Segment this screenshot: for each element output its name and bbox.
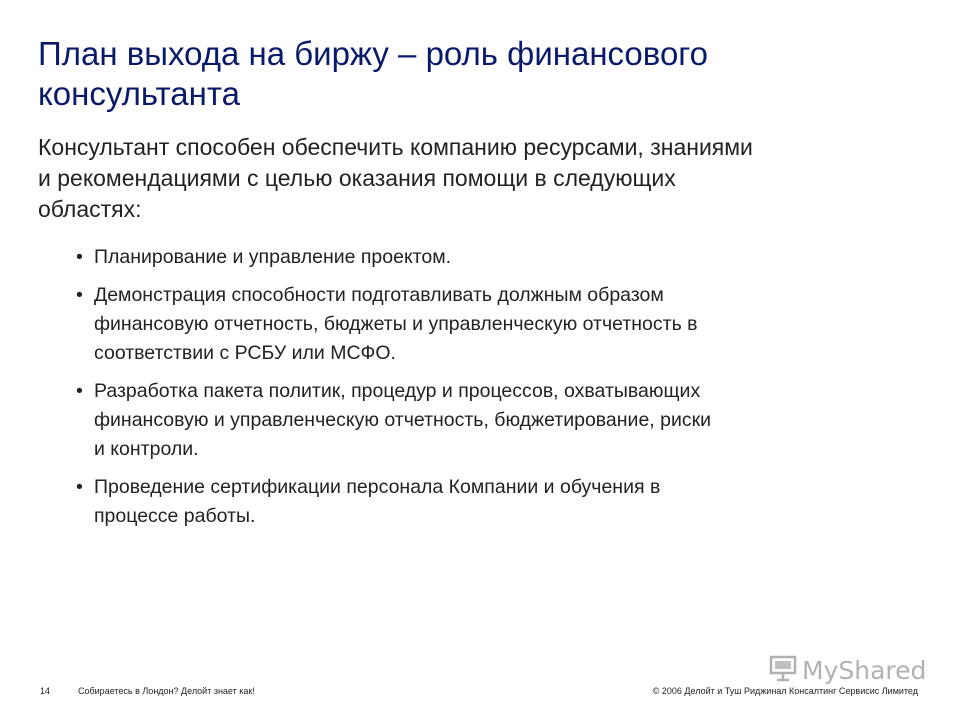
bullet-line: Разработка пакета политик, процедур и процессов, охватывающих xyxy=(94,380,701,402)
intro-line: Консультант способен обеспечить компанию ресурсами, знаниями xyxy=(38,134,753,160)
bullet-marker: • xyxy=(76,246,83,268)
bullet-line: Планирование и управление проектом. xyxy=(94,246,452,268)
bullet-line: Демонстрация способности подготавливать должным образом xyxy=(94,284,664,306)
intro-paragraph xyxy=(38,132,898,225)
watermark-text: MyShared xyxy=(802,656,927,685)
bullet-item xyxy=(76,243,896,272)
bullet-line: и контроли. xyxy=(94,438,199,460)
bullet-item xyxy=(76,281,896,368)
watermark xyxy=(768,654,926,687)
intro-line: и рекомендациями с целью оказания помощи в следующих xyxy=(38,165,676,191)
bullet-line: финансовую отчетность, бюджеты и управленческую отчетность в xyxy=(94,313,698,335)
footer-copyright: © 2006 Делойт и Туш Риджинал Консалтинг Сервисис Лимитед xyxy=(652,686,918,696)
bullet-marker: • xyxy=(76,284,83,306)
bullet-line: финансовую и управленческую отчетность, бюджетирование, риски xyxy=(94,409,712,431)
slide-title-line: консультанта xyxy=(38,75,240,112)
bullet-item xyxy=(76,473,896,531)
slide-title xyxy=(38,34,898,114)
bullet-list xyxy=(76,243,896,540)
page-number: 14 xyxy=(40,686,51,696)
bullet-line: Проведение сертификации персонала Компании и обучения в xyxy=(94,476,661,498)
bullet-marker: • xyxy=(76,476,83,498)
bullet-item xyxy=(76,377,896,464)
slide-title-line: План выхода на биржу – роль финансового xyxy=(38,35,708,72)
intro-line: областях: xyxy=(38,196,142,222)
bullet-line: соответствии с РСБУ или МСФО. xyxy=(94,342,396,364)
bullet-line: процессе работы. xyxy=(94,505,256,527)
bullet-marker: • xyxy=(76,380,83,402)
presentation-board-icon xyxy=(768,654,798,687)
footer-tagline: Собираетесь в Лондон? Делойт знает как! xyxy=(78,686,255,696)
